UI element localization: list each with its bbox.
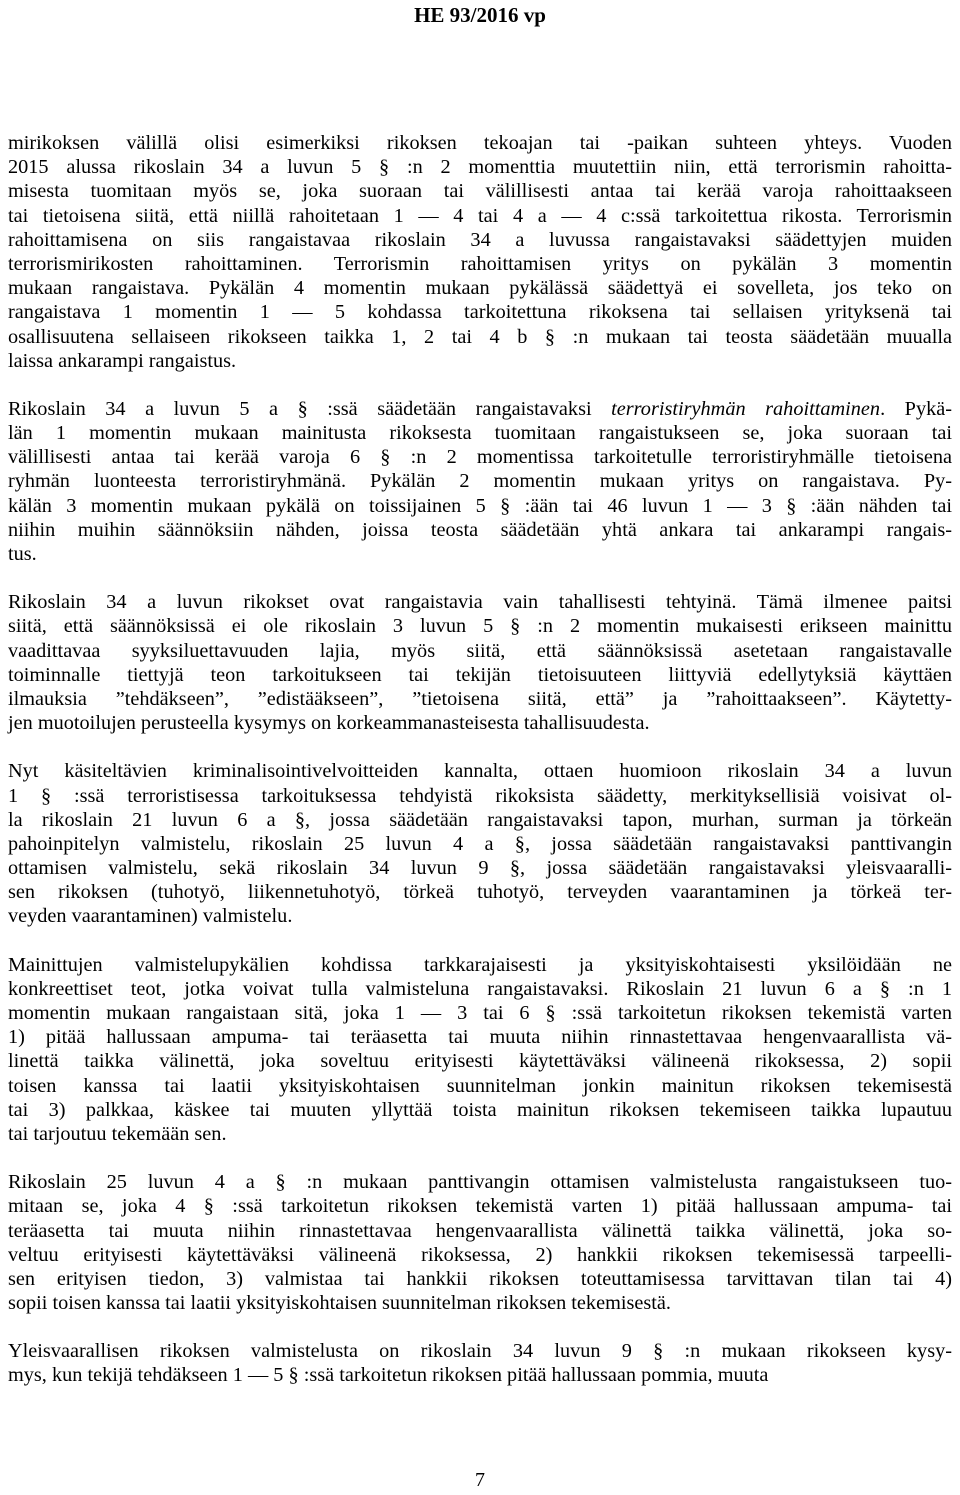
text-line: niihin muihin säännöksiin nähden, joissa teosta säädetään yhtä ankara tai ankarampi rangais- (8, 518, 952, 541)
italic-phrase: terroristiryhmän rahoittaminen (611, 397, 881, 420)
text-line: osallisuutena sellaiseen rikokseen taikka 1, 2 tai 4 b § :n mukaan tai teosta säädetään muualla (8, 325, 952, 348)
text-line: 2015 alussa rikoslain 34 a luvun 5 § :n 2 momenttia muutettiin niin, että terrorismin rahoitta- (8, 156, 952, 179)
text-line: tai tietoisena siitä, että niillä rahoitetaan 1 — 4 tai 4 a — 4 c:ssä tarkoitettua rikosta. Terrorismin (8, 204, 952, 227)
text-line: toisen kanssa tai laatii yksityiskohtaisen suunnitelman jonkin mainitun rikoksen tekemisestä (8, 1074, 952, 1097)
text-line: Yleisvaarallisen rikoksen valmistelusta on rikoslain 34 luvun 9 § :n mukaan rikokseen kysy- (8, 1340, 952, 1363)
text-line: kälän 3 momentin mukaan pykälä on toissijainen 5 § :ään tai 46 luvun 1 — 3 § :ään nähden tai (8, 494, 952, 517)
document-header: HE 93/2016 vp (414, 3, 546, 27)
text-line: ilmauksia ”tehdäkseen”, ”edistääkseen”, ”tietoisena siitä, että” ja ”rahoittaakseen”. Käytetty- (8, 687, 952, 710)
text-line: sen rikoksen (tuhotyö, liikennetuhotyö, törkeä tuhotyö, terveyden vaarantaminen ja törkeä ter- (8, 881, 952, 904)
text-line: län 1 momentin mukaan mainitusta rikoksesta tuomitaan rangaistukseen se, joka suoraan tai (8, 422, 952, 445)
text-line: ryhmän luonteesta terroristiryhmänä. Pykälän 2 momentin mukaan yritys on rangaistava. Py- (8, 470, 952, 493)
text-line: 1) pitää hallussaan ampuma- tai teräasetta tai muuta niihin rinnastettavaa hengenvaarallista vä- (8, 1026, 952, 1049)
text-line: laissa ankarampi rangaistus. (8, 349, 237, 372)
text-line: veyden vaarantaminen) valmistelu. (8, 905, 293, 928)
text-line: la rikoslain 21 luvun 6 a §, jossa säädetään rangaistavaksi tapon, murhan, surman ja törkeän (8, 808, 952, 831)
text-line: ottamisen valmistelu, sekä rikoslain 34 luvun 9 §, jossa säädetään rangaistavaksi yleisvaaralli- (8, 857, 952, 880)
text-line: Rikoslain 25 luvun 4 a § :n mukaan panttivangin ottamisen valmistelusta rangaistukseen tuo- (8, 1171, 952, 1194)
text-line: teräasetta tai muuta niihin rinnastettavaa hengenvaarallista välinettä taikka välinettä, joka so- (8, 1219, 952, 1242)
text-line: mukaan rangaistava. Pykälän 4 momentin mukaan pykälässä säädettyä ei sovelleta, jos teko on (8, 277, 952, 300)
text-line: jen muotoilujen perusteella kysymys on korkeammanasteisesta tahallisuudesta. (8, 712, 650, 735)
text-line: konkreettiset teot, jotka voivat tulla valmisteluna rangaistavaksi. Rikoslain 21 luvun 6 a § :n 1 (8, 977, 952, 1000)
paragraph (8, 1339, 952, 1387)
text-line: toiminnalle tiettyjä teon tarkoitukseen tai tekijän tietoisuuteen liittyviä edellytyksiä käyttäen (8, 663, 952, 686)
text-line: mys, kun tekijä tehdäkseen 1 — 5 § :ssä tarkoitetun rikoksen pitää hallussaan pommia, muuta (8, 1364, 769, 1387)
text-line: linettä taikka välinettä, joka soveltuu erityisesti käytettäväksi välineenä rikoksessa, 2) sopii (8, 1050, 952, 1073)
text-line: pahoinpitelyn valmistelu, rikoslain 25 luvun 4 a §, jossa säädetään rangaistavaksi panttivangin (8, 832, 952, 855)
text-line: sen erityisen tiedon, 3) valmistaa tai hankkii rikoksen toteuttamisessa tarvittavan tilan tai 4) (8, 1267, 952, 1290)
text-line: sopii toisen kanssa tai laatii yksityiskohtaisen suunnitelman rikoksen tekemisestä. (8, 1292, 671, 1315)
text-line: siitä, että säännöksissä ei ole rikoslain 3 luvun 5 § :n 2 momentin mukaisesti erikseen mainittu (8, 615, 952, 638)
text-line: rahoittamisena on siis rangaistavaa rikoslain 34 a luvussa rangaistavaksi säädettyjen muiden (8, 228, 952, 251)
text-line: terrorismirikosten rahoittaminen. Terrorismin rahoittamisen yritys on pykälän 3 momentin (8, 252, 952, 275)
text-line: välillisesti antaa tai kerää varoja 6 § :n 2 momentissa tarkoitetulle terroristiryhmälle tietoisena (8, 446, 952, 469)
text-line: Mainittujen valmistelupykälien kohdissa tarkkarajaisesti ja yksityiskohtaisesti yksilöidään ne (8, 953, 952, 976)
paragraph (8, 1170, 952, 1315)
text-line: rangaistava 1 momentin 1 — 5 kohdassa tarkoitettuna rikoksena tai sellaisen yrityksenä tai (8, 301, 952, 324)
paragraph (8, 131, 952, 373)
paragraph (8, 397, 952, 566)
page-number: 7 (475, 1469, 485, 1491)
text-line: mitaan se, joka 4 § :ssä tarkoitetun rikoksen tekemistä varten 1) pitää hallussaan ampuma- tai (8, 1195, 952, 1218)
text-line: mirikoksen välillä olisi esimerkiksi rikoksen tekoajan tai -paikan suhteen yhteys. Vuoden (8, 132, 952, 154)
text-line: veltuu erityisesti käytettäväksi välineenä rikoksessa, 2) hankkii rikoksen tekemisessä tarpeelli- (8, 1243, 952, 1266)
text-line: 1 § :ssä terroristisessa tarkoituksessa tehdyistä rikoksista säädetty, merkityksellisiä voisivat ol- (8, 784, 952, 807)
text-line: Rikoslain 34 a luvun rikokset ovat rangaistavia vain tahallisesti tehtyinä. Tämä ilmenee paitsi (8, 591, 952, 614)
text-line: tus. (8, 543, 37, 565)
text-line: tai tarjoutuu tekemään sen. (8, 1122, 227, 1145)
paragraph (8, 590, 952, 735)
text-line: Rikoslain 34 a luvun 5 a § :ssä säädetään rangaistavaksi terroristiryhmän rahoittaminen. Pykä- (8, 397, 953, 420)
paragraph (8, 953, 952, 1147)
document-body (8, 131, 952, 1388)
text-line: Nyt käsiteltävien kriminalisointivelvoitteiden kannalta, ottaen huomioon rikoslain 34 a luvun (8, 760, 952, 783)
text-line: momentin mukaan rangaistaan sitä, joka 1 — 3 tai 6 § :ssä tarkoitetun rikoksen tekemistä varten (8, 1002, 952, 1024)
paragraph (8, 759, 952, 928)
text-line: vaadittavaa syyksiluettavuuden lajia, myös siitä, että säännöksissä asetetaan rangaistavalle (8, 639, 952, 662)
text-line: tai 3) palkkaa, käskee tai muuten yllyttää toista mainitun rikoksen tekemiseen taikka lupautuu (8, 1098, 952, 1121)
text-line: misesta tuomitaan myös se, joka suoraan tai välillisesti antaa tai kerää varoja rahoittaakseen (8, 180, 952, 203)
